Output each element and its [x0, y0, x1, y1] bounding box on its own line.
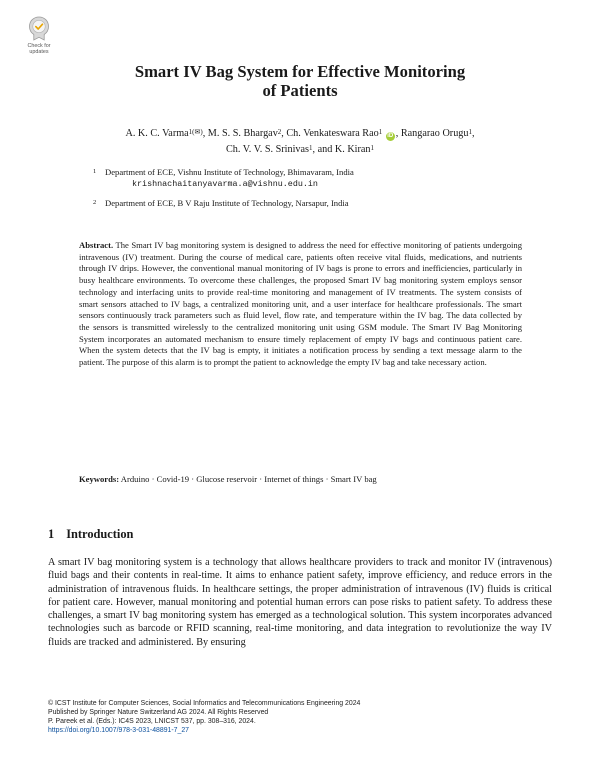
author-name: M. S. S. Bhargav: [207, 128, 278, 139]
author-name: A. K. C. Varma: [125, 128, 189, 139]
keywords-label: Keywords:: [79, 474, 120, 484]
check-for-updates-badge[interactable]: [22, 16, 56, 56]
title-line1: Smart IV Bag System for Effective Monitoring: [134, 62, 466, 81]
affiliation-text: Department of ECE, Vishnu Institute of Technology, Bhimavaram, India: [105, 167, 354, 177]
keywords-text: Arduino · Covid-19 · Glucose reservoir · Internet of things · Smart IV bag: [120, 474, 377, 484]
paper-title: [60, 62, 540, 100]
abstract: [79, 240, 522, 369]
section-title: Introduction: [66, 527, 134, 541]
author-sup: 1: [468, 128, 472, 136]
footer-line1: © ICST Institute for Computer Sciences, Social Informatics and Telecommunications Engineering 2024: [48, 700, 361, 707]
author-name: Ch. Venkateswara Rao: [286, 128, 379, 139]
orcid-icon[interactable]: iD: [387, 133, 394, 139]
author-sup: 1: [370, 143, 375, 152]
author-name: K. Kiran: [334, 143, 371, 155]
author-sup: 2: [277, 128, 282, 136]
author-sup: 1: [309, 143, 313, 152]
badge-text-line2: updates: [29, 49, 49, 55]
title-line2: of Patients: [262, 81, 338, 100]
copyright-footer: [48, 699, 552, 735]
author-sup: 1: [378, 128, 383, 136]
section-number: 1: [48, 527, 55, 541]
author-and: and: [317, 143, 333, 155]
affiliation-1: [93, 166, 513, 178]
affiliations: [93, 166, 513, 209]
abstract-label: Abstract.: [79, 240, 114, 250]
badge-text-line1: Check for: [27, 43, 51, 49]
keywords: [79, 474, 522, 486]
abstract-text: The Smart IV bag monitoring system is designed to address the need for effective monitoring of patients undergoing intravenous (IV) treatment. During the course of medical care, patients often receive vital fluids, medications, and nutrients through IV drips. However, the conventional manual monitoring of IV bags is prone to errors and inefficiencies, particularly in busy healthcare environments. To overcome these challenges, the proposed Smart IV bag monitoring system employs sensor technology and interfacing units to provide real-time monitoring and management of IV treatments. The system consists of smart sensors attached to IV bags, a centralized monitoring unit, and a user interface for healthcare professionals. The smart sensors continuously track parameters such as fluid level, flow rate, and temperature within the IV bag. The data collected by the sensors is transmitted wirelessly to the centralized monitoring unit using GSM module. The Smart IV Bag Monitoring System incorporates an automated mechanism to ensure timely replacement of empty IV bags and continuous patient care. When the system detects that the IV bag is empty, it initiates a notification process by sending a text message alarm to the patient. The purpose of this alarm is to prompt the patient to acknowledge the empty IV bag and take necessary action.: [79, 240, 523, 368]
author-name: Ch. V. V. S. Srinivas: [225, 143, 310, 155]
author-sup: 1(✉): [188, 128, 203, 136]
check-for-updates-icon: [28, 16, 50, 42]
affiliation-number: 1: [93, 168, 97, 175]
author-list: A. K. C. Varma$^{1(✉)}$, M. S. S. Bhargav$^2$, Ch. Venkateswara Rao$^1$ iD , Rangarao Orugu$^1$, Ch. V. V. S. Srinivas$^1$, and K. Kiran$^1$: [125, 128, 475, 155]
footer-line3: P. Pareek et al. (Eds.): IC4S 2023, LNICST 537, pp. 308–316, 2024.: [48, 718, 256, 725]
affiliation-text: Department of ECE, B V Raju Institute of Technology, Narsapur, India: [105, 197, 349, 208]
doi-link[interactable]: https://doi.org/10.1007/978-3-031-48891-7_27: [48, 727, 189, 734]
intro-paragraph: A smart IV bag monitoring system is a technology that allows healthcare providers to track and monitor IV (intravenous) fluid bags and their contents in real-time. It aims to enhance patient safety, improve efficiency, and reduce errors in the administration of intravenous fluids. In healthcare settings, the proper administration of intravenous (IV) fluids is critical for patient care. However, manual monitoring and potential human errors can pose risks to patient safety. To address these challenges, a smart IV bag monitoring system has emerged as a technological solution. This system incorporates advanced technologies such as barcode or RFID scanning, real-time monitoring, and data integration to revolutionize the way IV fluids are tracked and administered. By ensuring: [48, 557, 552, 648]
footer-line2: Published by Springer Nature Switzerland AG 2024. All Rights Reserved: [48, 709, 269, 716]
affiliation-number: 2: [93, 198, 97, 206]
author-name: Rangarao Orugu: [400, 128, 469, 139]
affiliation-2: [93, 197, 513, 209]
section-heading: [48, 527, 133, 542]
author-email[interactable]: krishnachaitanyavarma.a@vishnu.edu.in: [132, 179, 318, 190]
